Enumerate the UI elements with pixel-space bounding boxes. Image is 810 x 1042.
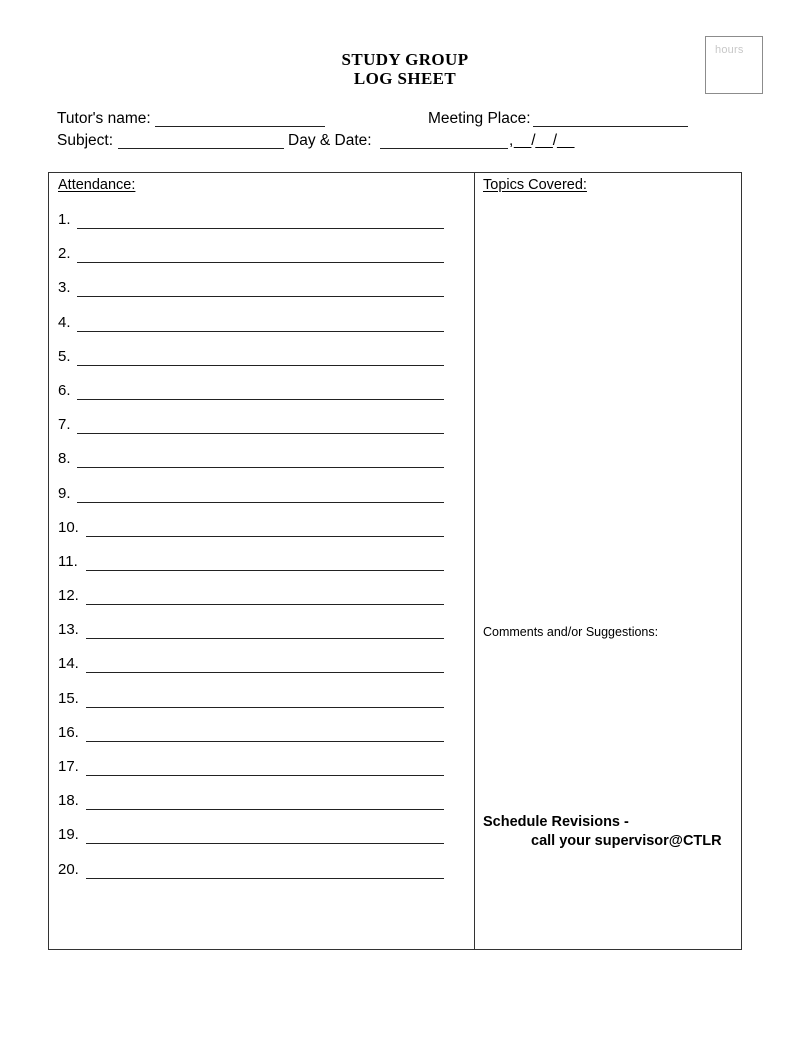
attendance-row[interactable] <box>49 653 474 687</box>
page-title-line-2: LOG SHEET <box>353 69 457 88</box>
attendance-row-field[interactable] <box>77 296 444 297</box>
subject-field[interactable] <box>118 148 284 149</box>
attendance-heading: Attendance: <box>58 177 136 193</box>
tutor-name-field[interactable] <box>155 126 325 127</box>
attendance-row-field[interactable] <box>86 843 444 844</box>
meeting-place-field[interactable] <box>533 126 688 127</box>
attendance-row-field[interactable] <box>77 331 444 332</box>
attendance-row[interactable] <box>49 448 474 482</box>
attendance-row[interactable] <box>49 859 474 893</box>
attendance-row-number: 5. <box>58 347 71 365</box>
attendance-row-field[interactable] <box>77 467 444 468</box>
attendance-row-field[interactable] <box>77 228 444 229</box>
meeting-place-label: Meeting Place: <box>428 110 531 127</box>
attendance-row[interactable] <box>49 346 474 380</box>
attendance-row[interactable] <box>49 619 474 653</box>
attendance-row-number: 9. <box>58 484 71 502</box>
attendance-row-field[interactable] <box>86 878 444 879</box>
attendance-row-field[interactable] <box>77 262 444 263</box>
attendance-row[interactable] <box>49 551 474 585</box>
date-blanks-field[interactable]: __/__/__ <box>514 132 575 149</box>
attendance-row[interactable] <box>49 790 474 824</box>
column-divider <box>474 173 475 949</box>
day-date-label: Day & Date: <box>288 132 372 149</box>
comments-suggestions-label: Comments and/or Suggestions: <box>483 625 659 639</box>
attendance-row-number: 15. <box>58 689 79 707</box>
attendance-row-field[interactable] <box>77 365 444 366</box>
attendance-row[interactable] <box>49 585 474 619</box>
attendance-row-number: 11. <box>58 552 78 570</box>
day-date-field[interactable] <box>380 148 508 149</box>
attendance-row-number: 4. <box>58 313 71 331</box>
attendance-row-number: 20. <box>58 860 79 878</box>
attendance-row-number: 12. <box>58 587 79 605</box>
attendance-row-number: 17. <box>58 758 79 775</box>
attendance-row-field[interactable] <box>86 604 444 605</box>
subject-label: Subject: <box>57 132 114 149</box>
attendance-row[interactable] <box>49 824 474 858</box>
attendance-row[interactable] <box>49 312 474 346</box>
attendance-row-number: 3. <box>58 279 71 297</box>
attendance-row[interactable] <box>49 688 474 722</box>
attendance-row-field[interactable] <box>86 638 444 639</box>
topics-covered-heading: Topics Covered: <box>483 177 587 193</box>
attendance-row-number: 2. <box>58 245 71 263</box>
attendance-row[interactable] <box>49 209 474 243</box>
attendance-row-number: 13. <box>58 621 79 639</box>
day-date-comma: , <box>509 132 514 149</box>
attendance-row[interactable] <box>49 722 474 756</box>
attendance-row-field[interactable] <box>77 433 444 434</box>
attendance-row[interactable] <box>49 414 474 448</box>
attendance-list <box>49 209 474 893</box>
attendance-row-number: 16. <box>58 723 79 741</box>
attendance-row[interactable] <box>49 517 474 551</box>
page-title <box>0 50 810 88</box>
attendance-row[interactable] <box>49 483 474 517</box>
attendance-row[interactable] <box>49 380 474 414</box>
attendance-row-number: 18. <box>58 792 79 810</box>
attendance-row-number: 1. <box>58 211 71 228</box>
attendance-row-number: 6. <box>58 381 71 399</box>
attendance-row[interactable] <box>49 277 474 311</box>
page-title-line-1: STUDY GROUP <box>341 50 469 69</box>
schedule-revisions-note <box>483 813 763 851</box>
attendance-row-field[interactable] <box>86 809 444 810</box>
attendance-row-field[interactable] <box>86 707 444 708</box>
attendance-row-field[interactable] <box>77 502 444 503</box>
tutor-name-label: Tutor's name: <box>57 110 151 127</box>
attendance-row-number: 14. <box>58 655 79 673</box>
schedule-revisions-line-2: call your supervisor@CTLR <box>531 833 722 849</box>
attendance-row-field[interactable] <box>86 741 444 742</box>
schedule-revisions-line-1: Schedule Revisions - <box>483 814 629 830</box>
attendance-row-number: 8. <box>58 450 71 468</box>
attendance-row-field[interactable] <box>86 570 444 571</box>
attendance-row-number: 19. <box>58 826 79 844</box>
attendance-row-field[interactable] <box>86 536 444 537</box>
attendance-row-field[interactable] <box>86 672 444 673</box>
attendance-row[interactable] <box>49 756 474 790</box>
attendance-row[interactable] <box>49 243 474 277</box>
attendance-row-field[interactable] <box>86 775 444 776</box>
attendance-row-field[interactable] <box>77 399 444 400</box>
log-table <box>48 172 742 950</box>
attendance-row-number: 7. <box>58 416 71 434</box>
attendance-row-number: 10. <box>58 518 79 536</box>
hours-box-label: hours <box>715 44 744 56</box>
